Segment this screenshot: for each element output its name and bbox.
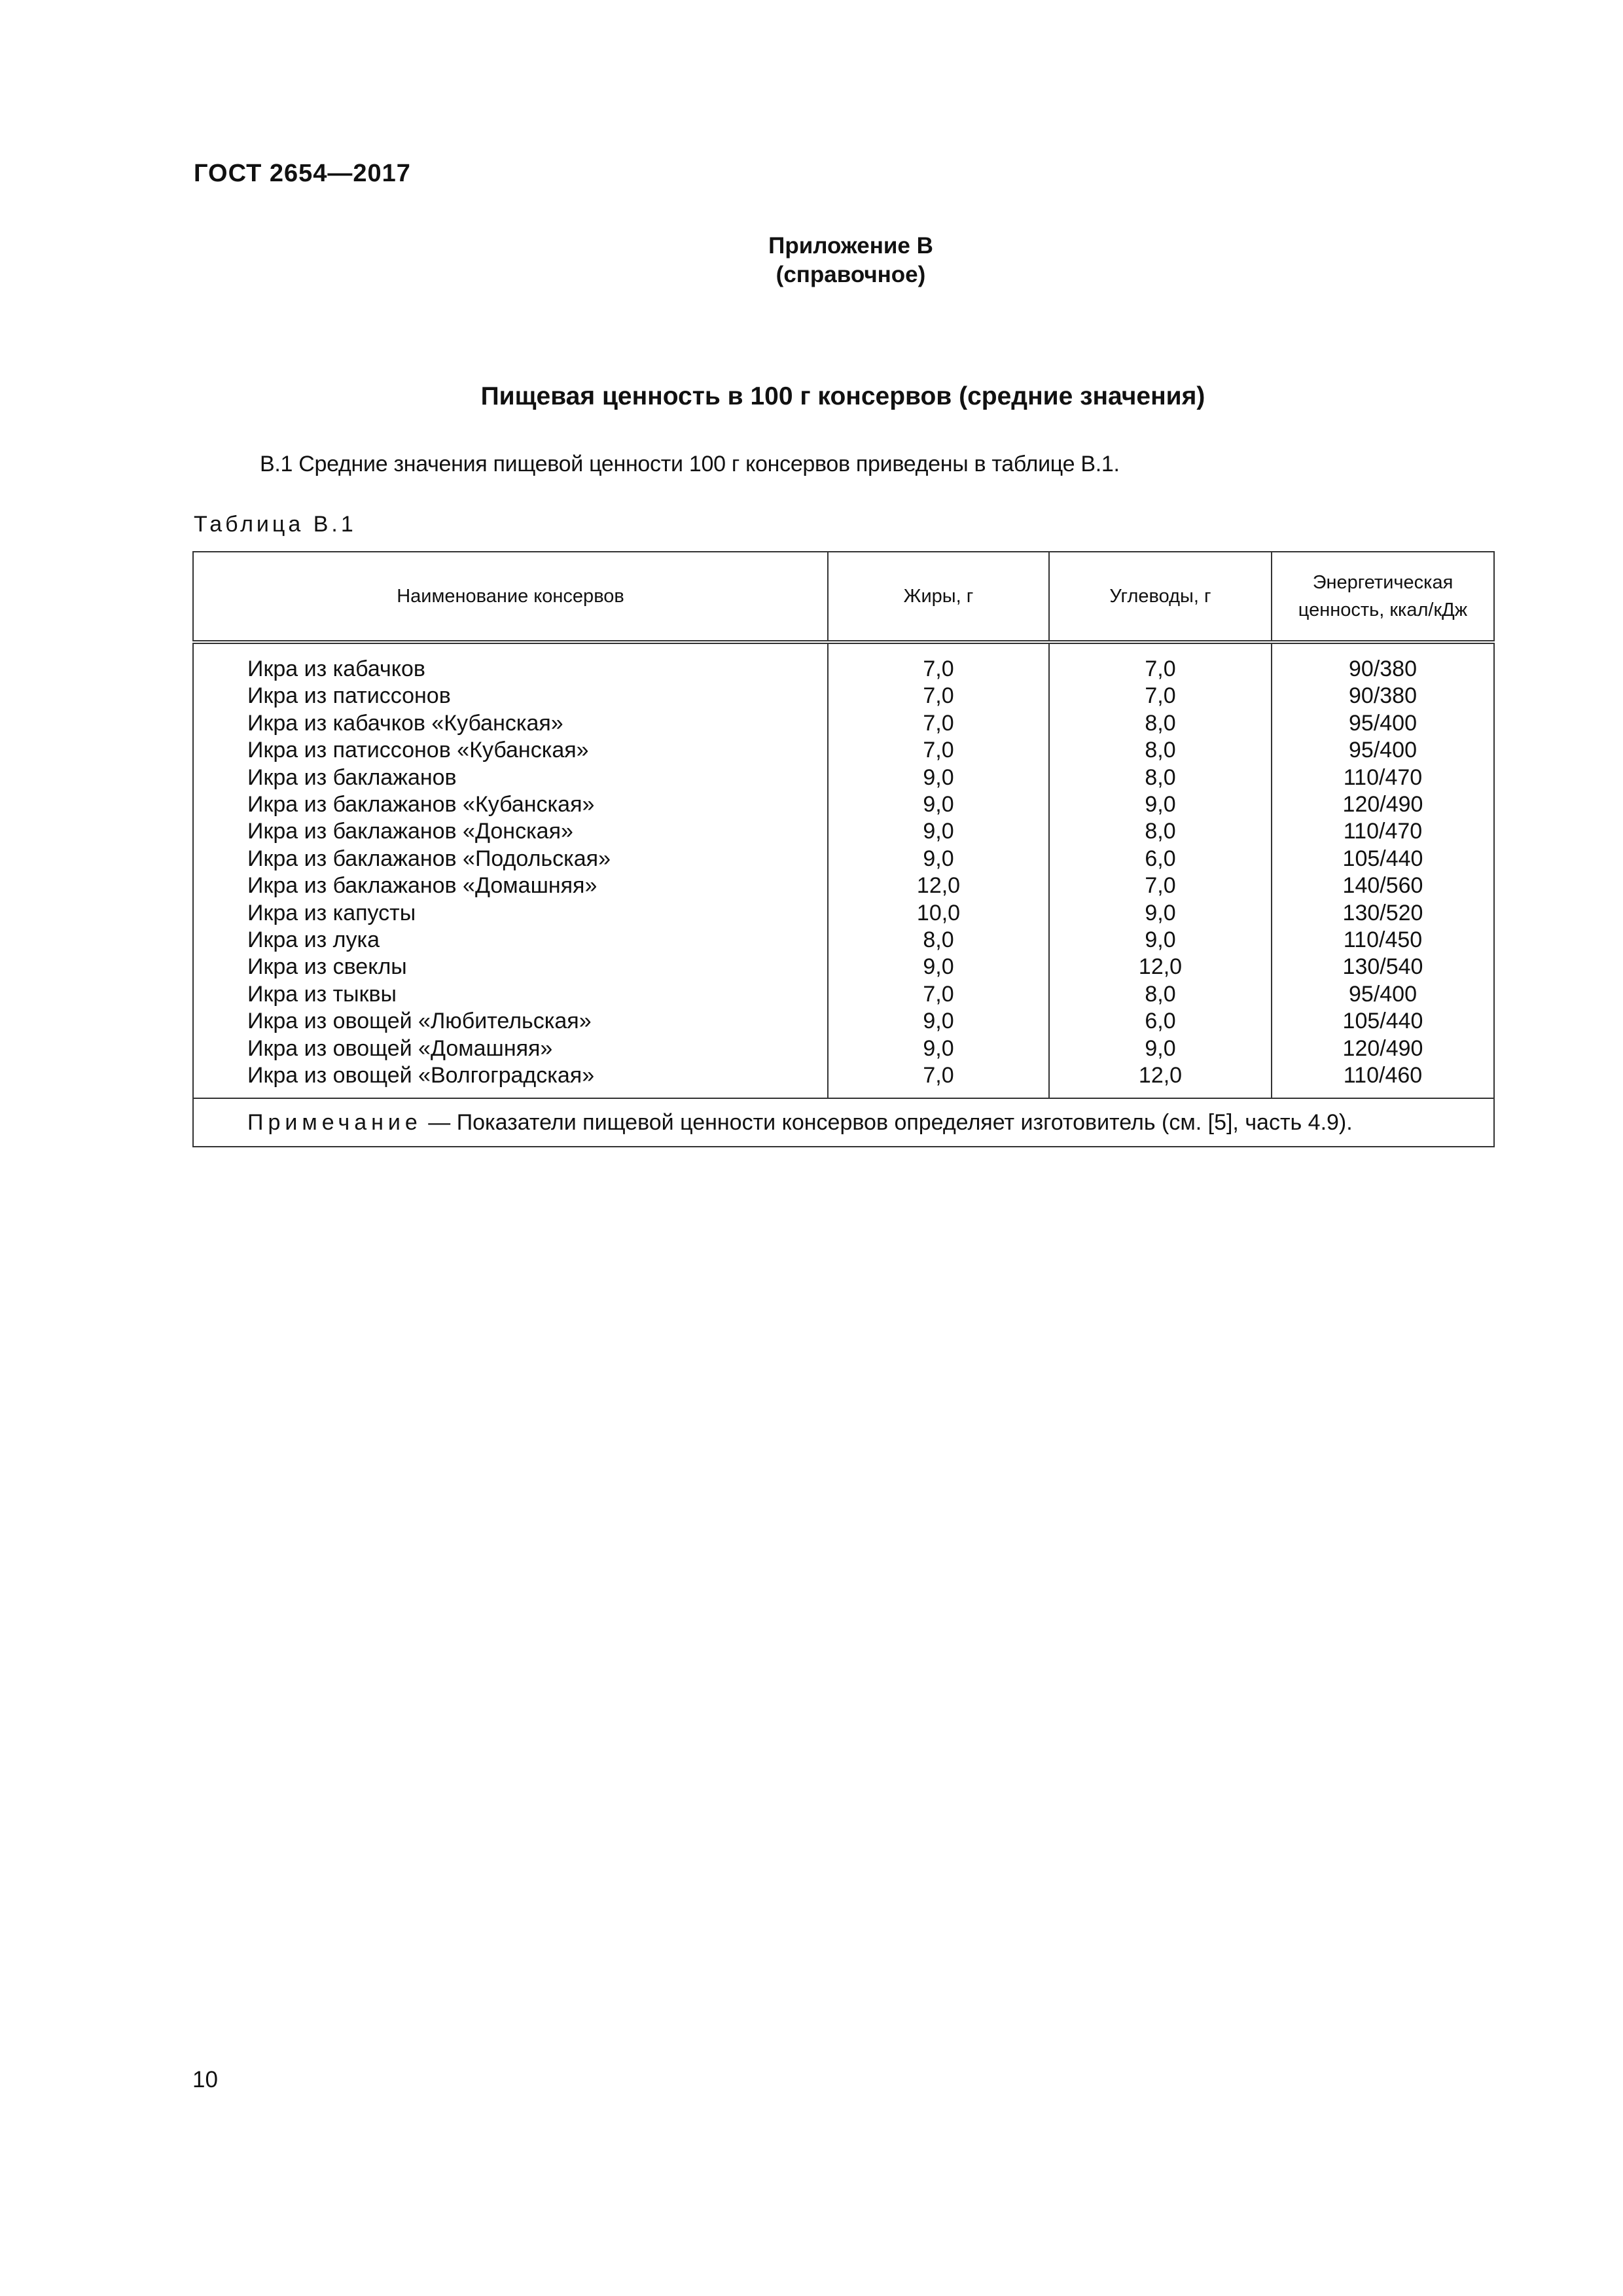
header-fats: Жиры, г bbox=[828, 552, 1049, 642]
table-header-row bbox=[193, 552, 1494, 642]
table-row bbox=[193, 737, 1494, 764]
carbs-cell: 8,0 bbox=[1049, 818, 1272, 845]
table-row bbox=[193, 846, 1494, 872]
fats-cell: 12,0 bbox=[828, 872, 1049, 899]
energy-cell: 130/540 bbox=[1272, 954, 1494, 980]
table-note-row bbox=[193, 1098, 1494, 1147]
table-body bbox=[193, 642, 1494, 1098]
page-number: 10 bbox=[192, 2067, 218, 2092]
product-name-cell: Икра из лука bbox=[193, 927, 828, 954]
table-row bbox=[193, 1035, 1494, 1062]
product-name-cell: Икра из кабачков «Кубанская» bbox=[193, 710, 828, 737]
carbs-cell: 7,0 bbox=[1049, 872, 1272, 899]
product-name-cell: Икра из патиссонов bbox=[193, 683, 828, 709]
product-name-cell: Икра из баклажанов «Домашняя» bbox=[193, 872, 828, 899]
fats-cell: 7,0 bbox=[828, 1062, 1049, 1098]
product-name-cell: Икра из баклажанов «Кубанская» bbox=[193, 791, 828, 818]
fats-cell: 7,0 bbox=[828, 642, 1049, 683]
product-name-cell: Икра из баклажанов «Донская» bbox=[193, 818, 828, 845]
product-name-cell: Икра из патиссонов «Кубанская» bbox=[193, 737, 828, 764]
product-name-cell: Икра из капусты bbox=[193, 900, 828, 927]
product-name-cell: Икра из баклажанов bbox=[193, 764, 828, 791]
carbs-cell: 7,0 bbox=[1049, 642, 1272, 683]
fats-cell: 9,0 bbox=[828, 791, 1049, 818]
table-row bbox=[193, 710, 1494, 737]
table-row bbox=[193, 791, 1494, 818]
intro-paragraph: В.1 Средние значения пищевой ценности 100 г консервов приведены в таблице В.1. bbox=[260, 452, 1120, 476]
carbs-cell: 8,0 bbox=[1049, 764, 1272, 791]
carbs-cell: 7,0 bbox=[1049, 683, 1272, 709]
energy-cell: 105/440 bbox=[1272, 846, 1494, 872]
carbs-cell: 6,0 bbox=[1049, 846, 1272, 872]
carbs-cell: 8,0 bbox=[1049, 737, 1272, 764]
header-carbs: Углеводы, г bbox=[1049, 552, 1272, 642]
fats-cell: 7,0 bbox=[828, 710, 1049, 737]
product-name-cell: Икра из овощей «Волгоградская» bbox=[193, 1062, 828, 1098]
fats-cell: 7,0 bbox=[828, 981, 1049, 1008]
energy-cell: 130/520 bbox=[1272, 900, 1494, 927]
fats-cell: 7,0 bbox=[828, 737, 1049, 764]
table-row bbox=[193, 683, 1494, 709]
appendix-title: Приложение В bbox=[768, 233, 933, 259]
table-row bbox=[193, 954, 1494, 980]
carbs-cell: 9,0 bbox=[1049, 791, 1272, 818]
table-row bbox=[193, 1062, 1494, 1098]
carbs-cell: 9,0 bbox=[1049, 927, 1272, 954]
table-caption: Таблица В.1 bbox=[194, 512, 357, 537]
table-row bbox=[193, 900, 1494, 927]
energy-cell: 120/490 bbox=[1272, 791, 1494, 818]
energy-cell: 120/490 bbox=[1272, 1035, 1494, 1062]
product-name-cell: Икра из свеклы bbox=[193, 954, 828, 980]
carbs-cell: 6,0 bbox=[1049, 1008, 1272, 1035]
energy-cell: 110/470 bbox=[1272, 818, 1494, 845]
appendix-status: (справочное) bbox=[776, 262, 926, 287]
carbs-cell: 12,0 bbox=[1049, 954, 1272, 980]
note-text: — Показатели пищевой ценности консервов определяет изготовитель (см. [5], часть 4.9). bbox=[421, 1109, 1353, 1135]
energy-cell: 140/560 bbox=[1272, 872, 1494, 899]
product-name-cell: Икра из баклажанов «Подольская» bbox=[193, 846, 828, 872]
fats-cell: 9,0 bbox=[828, 846, 1049, 872]
product-name-cell: Икра из кабачков bbox=[193, 642, 828, 683]
document-code: ГОСТ 2654—2017 bbox=[194, 160, 411, 187]
energy-cell: 110/460 bbox=[1272, 1062, 1494, 1098]
fats-cell: 9,0 bbox=[828, 1035, 1049, 1062]
table-row bbox=[193, 927, 1494, 954]
table-row bbox=[193, 872, 1494, 899]
fats-cell: 9,0 bbox=[828, 954, 1049, 980]
table-row bbox=[193, 764, 1494, 791]
fats-cell: 9,0 bbox=[828, 1008, 1049, 1035]
carbs-cell: 8,0 bbox=[1049, 710, 1272, 737]
product-name-cell: Икра из тыквы bbox=[193, 981, 828, 1008]
table-row bbox=[193, 981, 1494, 1008]
energy-cell: 95/400 bbox=[1272, 737, 1494, 764]
product-name-cell: Икра из овощей «Домашняя» bbox=[193, 1035, 828, 1062]
carbs-cell: 12,0 bbox=[1049, 1062, 1272, 1098]
fats-cell: 10,0 bbox=[828, 900, 1049, 927]
energy-cell: 95/400 bbox=[1272, 981, 1494, 1008]
carbs-cell: 8,0 bbox=[1049, 981, 1272, 1008]
fats-cell: 9,0 bbox=[828, 764, 1049, 791]
energy-cell: 90/380 bbox=[1272, 683, 1494, 709]
section-title: Пищевая ценность в 100 г консервов (средние значения) bbox=[480, 382, 1205, 410]
energy-cell: 90/380 bbox=[1272, 642, 1494, 683]
table-row bbox=[193, 818, 1494, 845]
carbs-cell: 9,0 bbox=[1049, 900, 1272, 927]
fats-cell: 8,0 bbox=[828, 927, 1049, 954]
carbs-cell: 9,0 bbox=[1049, 1035, 1272, 1062]
header-product-name: Наименование консервов bbox=[193, 552, 828, 642]
table-row bbox=[193, 1008, 1494, 1035]
table-row bbox=[193, 642, 1494, 683]
energy-cell: 105/440 bbox=[1272, 1008, 1494, 1035]
fats-cell: 9,0 bbox=[828, 818, 1049, 845]
energy-cell: 110/450 bbox=[1272, 927, 1494, 954]
nutrition-table bbox=[192, 551, 1495, 1147]
table-note bbox=[193, 1098, 1494, 1147]
energy-cell: 110/470 bbox=[1272, 764, 1494, 791]
note-label: Примечание bbox=[247, 1109, 422, 1135]
header-energy: Энергетическая ценность, ккал/кДж bbox=[1272, 552, 1494, 642]
energy-cell: 95/400 bbox=[1272, 710, 1494, 737]
product-name-cell: Икра из овощей «Любительская» bbox=[193, 1008, 828, 1035]
fats-cell: 7,0 bbox=[828, 683, 1049, 709]
